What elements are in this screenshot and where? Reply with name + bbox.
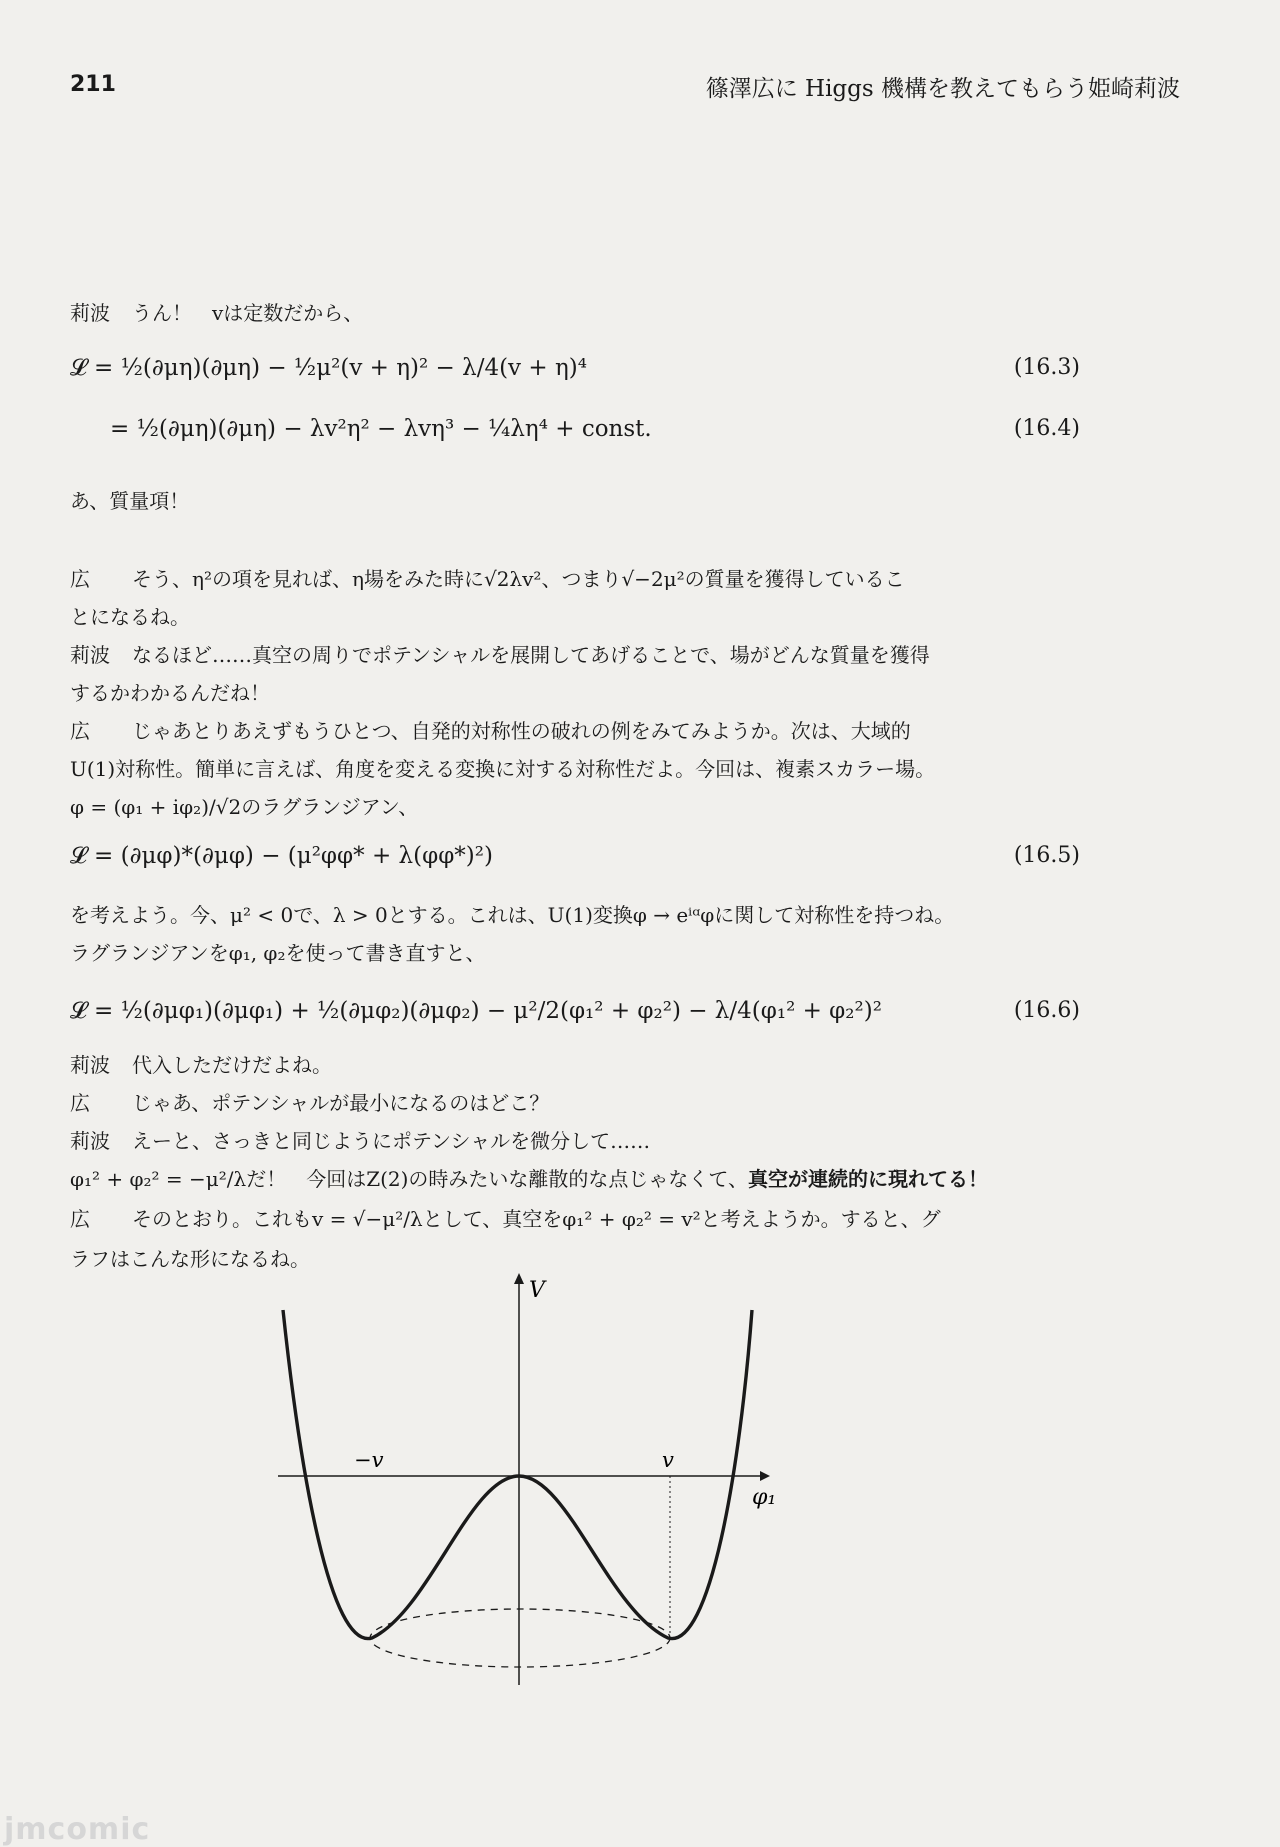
page-number: 211 [70, 72, 116, 97]
pos-v-label: v [662, 1448, 674, 1472]
speaker-name: 広 [70, 1091, 90, 1115]
speaker-name: 広 [70, 719, 90, 743]
watermark-logo: jmcomic [4, 1812, 151, 1847]
speaker-name: 莉波 [70, 643, 110, 667]
neg-v-label: −v [354, 1448, 384, 1472]
dialogue-text: φ₁² + φ₂² = −μ²/λだ！ 今回はZ(2)の時みたいな離散的な点じゃなくて、 [70, 1167, 749, 1191]
equation-number: (16.6) [1013, 998, 1080, 1023]
dialogue-text: そう、η²の項を見れば、η場をみた時に√2λv²、つまり√−2μ²の質量を獲得しているこ [132, 567, 905, 591]
equation-number: (16.4) [1013, 416, 1080, 441]
dialogue-line: ラグランジアンをφ₁, φ₂を使って書き直すと、 [70, 941, 486, 965]
dialogue-text: 代入しただけだよね。 [132, 1053, 332, 1077]
y-axis-label: V [529, 1278, 545, 1303]
dialogue-text: じゃあとりあえずもうひとつ、自発的対称性の破れの例をみてみようか。次は、大域的 [132, 719, 911, 743]
dialogue-text: うん！ vは定数だから、 [132, 301, 364, 325]
dialogue-text: えーと、さっきと同じようにポテンシャルを微分して…… [132, 1129, 651, 1153]
v-axis-arrow-icon [514, 1273, 524, 1284]
equation-text: 𝓛 = ½(∂μη)(∂μη) − ½μ²(v + η)² − λ/4(v + η)⁴ [70, 355, 587, 381]
dialogue-line: するかわかるんだね！ [70, 681, 270, 705]
equation-text: 𝓛 = ½(∂μφ₁)(∂μφ₁) + ½(∂μφ₂)(∂μφ₂) − μ²/2(φ₁² + φ₂²) − λ/4(φ₁² + φ₂²)² [70, 998, 882, 1024]
potential-curve [283, 1310, 752, 1639]
dialogue-line: φ = (φ₁ + iφ₂)/√2のラグランジアン、 [70, 795, 419, 819]
dialogue-line: あ、質量項！ [70, 489, 190, 513]
vacuum-circle [370, 1609, 670, 1667]
speaker-name: 広 [70, 567, 90, 591]
speaker-name: 莉波 [70, 301, 110, 325]
dialogue-line: ラフはこんな形になるね。 [70, 1247, 310, 1271]
equation-text: = ½(∂μη)(∂μη) − λv²η² − λvη³ − ¼λη⁴ + const. [110, 416, 652, 442]
emphasis-text: 真空が連続的に現れてる！ [748, 1167, 989, 1191]
equation-number: (16.3) [1013, 355, 1080, 380]
speaker-name: 莉波 [70, 1053, 110, 1077]
dialogue-text: じゃあ、ポテンシャルが最小になるのはどこ？ [132, 1091, 550, 1115]
equation-number: (16.5) [1013, 843, 1080, 868]
speaker-name: 広 [70, 1207, 90, 1231]
dialogue-text: なるほど……真空の周りでポテンシャルを展開してあげることで、場がどんな質量を獲得 [132, 643, 930, 667]
equation-text: 𝓛 = (∂μφ)*(∂μφ) − (μ²φφ* + λ(φφ*)²) [70, 843, 493, 869]
x-axis-label: φ₁ [752, 1485, 777, 1510]
speaker-name: 莉波 [70, 1129, 110, 1153]
phi1-axis-arrow-icon [760, 1471, 770, 1481]
dialogue-text: そのとおり。これもv = √−μ²/λとして、真空をφ₁² + φ₂² = v²と考えようか。すると、グ [132, 1207, 941, 1231]
dialogue-line: とになるね。 [70, 605, 190, 629]
dialogue-line: U(1)対称性。簡単に言えば、角度を変える変換に対する対称性だよ。今回は、複素スカラー場。 [70, 757, 936, 781]
running-header: 篠澤広に Higgs 機構を教えてもらう姫崎莉波 [705, 76, 1180, 102]
dialogue-line: を考えよう。今、μ² < 0で、λ > 0とする。これは、U(1)変換φ → eⁱᵅφに関して対称性を持つね。 [70, 903, 955, 927]
